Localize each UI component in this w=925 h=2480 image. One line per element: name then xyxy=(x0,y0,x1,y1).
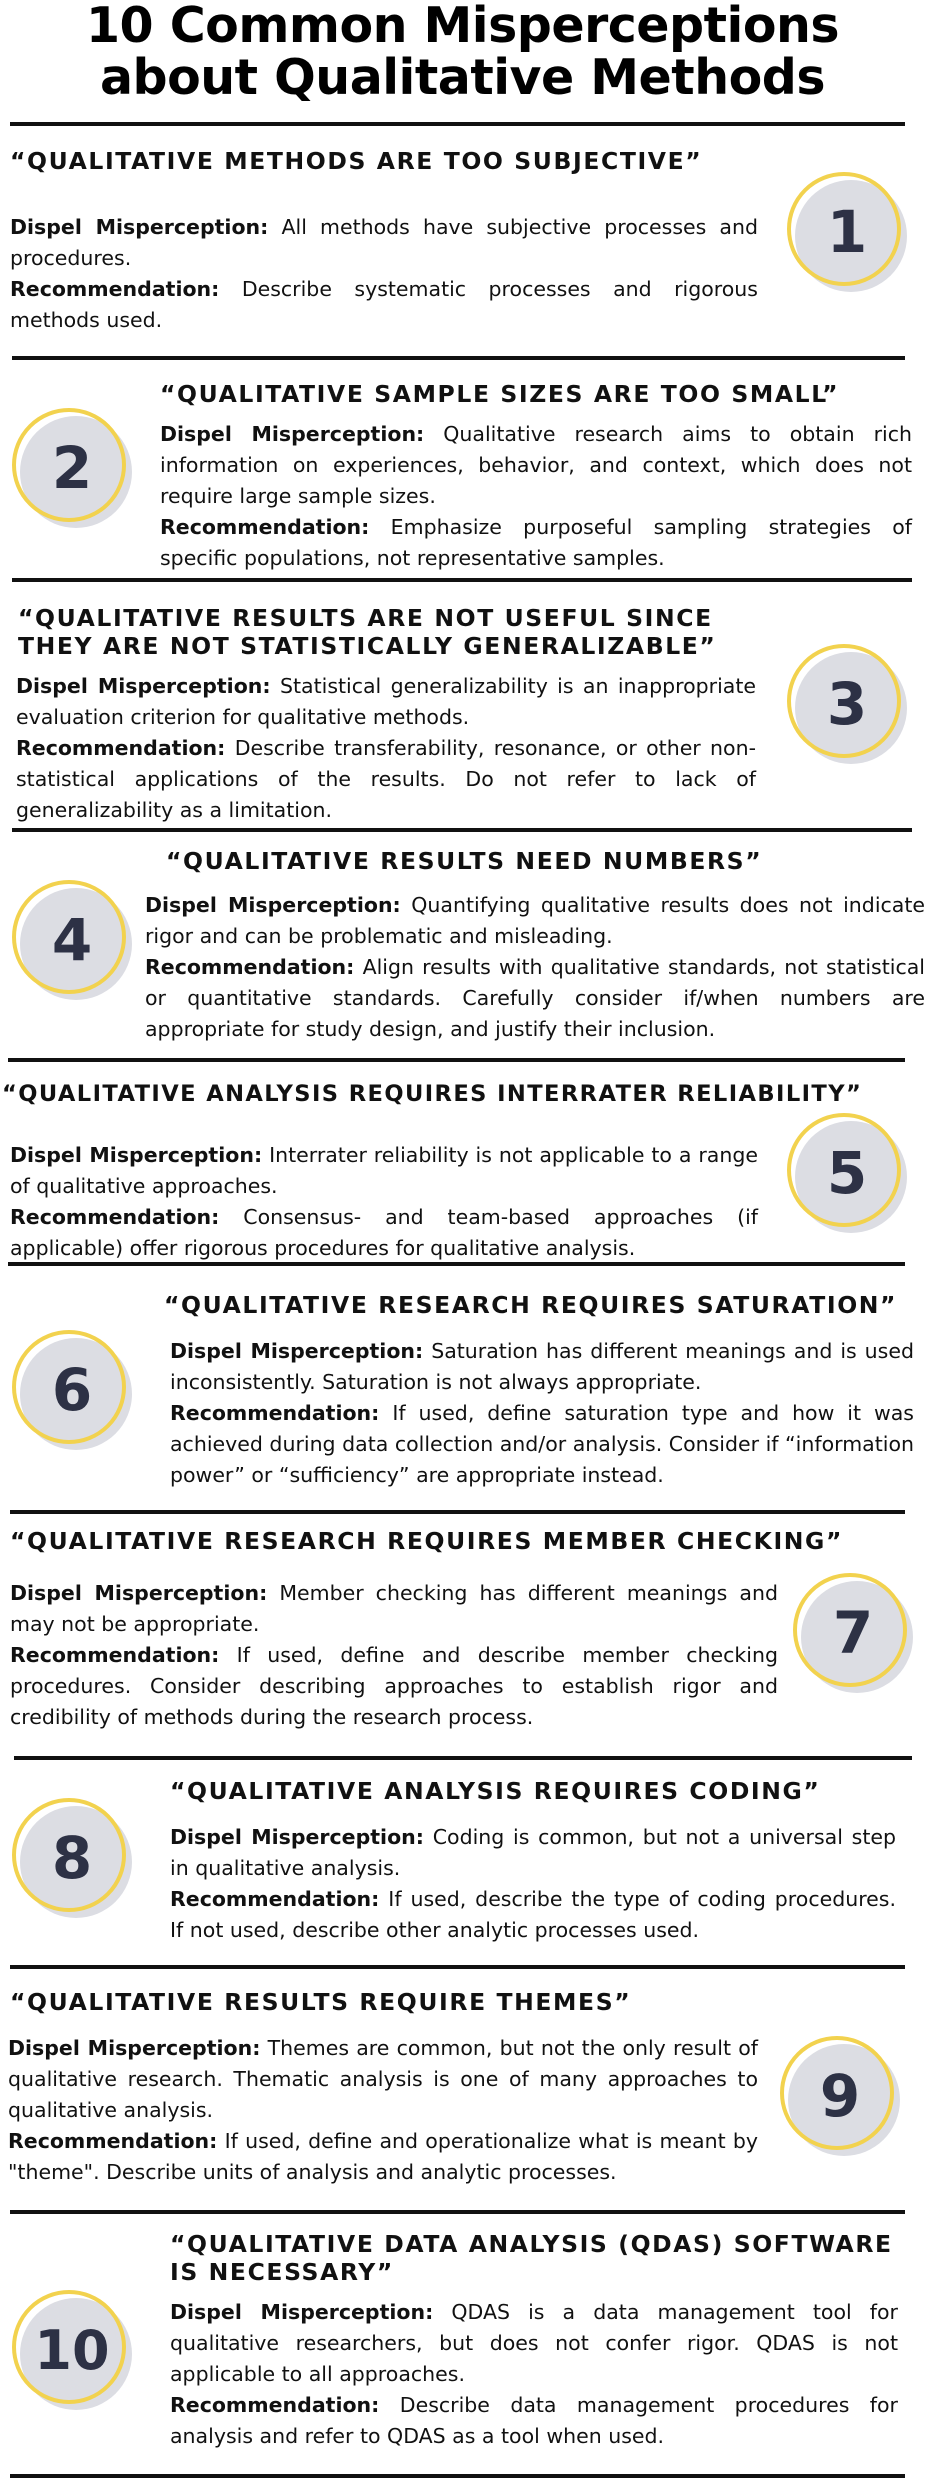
item-4-body xyxy=(145,890,925,1045)
item-9-recommendation: If used, define and operationalize what is meant by "theme". Describe units of analysis and analytic processes. xyxy=(8,2129,758,2184)
divider xyxy=(8,1058,905,1062)
item-10-dispel: QDAS is a data management tool for qualitative researchers, but does not confer rigor. QDAS is not applicable to all approaches. xyxy=(170,2300,898,2386)
item-2-recommendation: Emphasize purposeful sampling strategies of specific populations, not representative samples. xyxy=(160,515,912,570)
item-2-number-badge xyxy=(12,408,132,528)
item-5-heading: “QUALITATIVE ANALYSIS REQUIRES INTERRATER RELIABILITY” xyxy=(2,1081,863,1107)
item-1-heading: “QUALITATIVE METHODS ARE TOO SUBJECTIVE” xyxy=(10,147,703,175)
item-2-body xyxy=(160,419,912,574)
item-3-recommendation: Describe transferability, resonance, or other non-statistical applications of the results. Do not refer to lack of generalizability as a limitation. xyxy=(16,736,756,822)
item-10-heading: “QUALITATIVE DATA ANALYSIS (QDAS) SOFTWARE IS NECESSARY” xyxy=(170,2230,893,2286)
item-6-recommendation: If used, define saturation type and how it was achieved during data collection and/or analysis. Consider if “information power” or “sufficiency” are appropriate instead. xyxy=(170,1401,914,1487)
item-7-number: 7 xyxy=(832,1599,874,1667)
recommendation-label: Recommendation: xyxy=(8,2129,218,2153)
item-4-number-badge xyxy=(12,880,132,1000)
item-6-dispel: Saturation has different meanings and is used inconsistently. Saturation is not always appropriate. xyxy=(170,1339,914,1394)
item-8-heading: “QUALITATIVE ANALYSIS REQUIRES CODING” xyxy=(170,1777,821,1805)
item-9-heading: “QUALITATIVE RESULTS REQUIRE THEMES” xyxy=(10,1988,632,2016)
divider xyxy=(12,578,912,582)
item-1-number: 1 xyxy=(826,198,868,266)
dispel-label: Dispel Misperception: xyxy=(10,1581,268,1605)
item-3-number: 3 xyxy=(826,670,868,738)
item-5-number: 5 xyxy=(826,1139,868,1207)
item-7-number-badge xyxy=(793,1573,913,1693)
item-5-number-badge xyxy=(787,1113,907,1233)
item-4-recommendation: Align results with qualitative standards, not statistical or quantitative standards. Carefully consider if/when numbers are appropriate for study design, and justify their inclusion. xyxy=(145,955,925,1041)
item-1-recommendation: Describe systematic processes and rigorous methods used. xyxy=(10,277,758,332)
item-9-dispel: Themes are common, but not the only result of qualitative research. Thematic analysis is one of many approaches to qualitative analysis. xyxy=(8,2036,758,2122)
item-6-heading: “QUALITATIVE RESEARCH REQUIRES SATURATION” xyxy=(164,1291,898,1319)
dispel-label: Dispel Misperception: xyxy=(10,215,269,239)
dispel-label: Dispel Misperception: xyxy=(170,1825,424,1849)
dispel-label: Dispel Misperception: xyxy=(145,893,401,917)
item-2-dispel: Qualitative research aims to obtain rich information on experiences, behavior, and context, which does not require large sample sizes. xyxy=(160,422,912,508)
item-5-dispel: Interrater reliability is not applicable to a range of qualitative approaches. xyxy=(10,1143,758,1198)
dispel-label: Dispel Misperception: xyxy=(8,2036,261,2060)
item-3-number-badge xyxy=(787,644,907,764)
item-1-body xyxy=(10,212,758,336)
dispel-label: Dispel Misperception: xyxy=(170,2300,434,2324)
item-10-number: 10 xyxy=(34,2318,110,2382)
divider xyxy=(10,122,905,126)
item-3-dispel: Statistical generalizability is an inappropriate evaluation criterion for qualitative methods. xyxy=(16,674,756,729)
item-3-heading: “QUALITATIVE RESULTS ARE NOT USEFUL SINCE THEY ARE NOT STATISTICALLY GENERALIZABLE” xyxy=(18,604,717,660)
dispel-label: Dispel Misperception: xyxy=(170,1339,424,1363)
dispel-label: Dispel Misperception: xyxy=(16,674,271,698)
item-7-recommendation: If used, define and describe member checking procedures. Consider describing approaches to establish rigor and credibility of methods during the research process. xyxy=(10,1643,778,1729)
divider xyxy=(10,2474,905,2478)
item-9-number: 9 xyxy=(819,2062,861,2130)
item-7-heading: “QUALITATIVE RESEARCH REQUIRES MEMBER CHECKING” xyxy=(10,1527,843,1555)
item-2-heading: “QUALITATIVE SAMPLE SIZES ARE TOO SMALL” xyxy=(160,380,840,408)
item-8-number: 8 xyxy=(51,1824,93,1892)
divider xyxy=(10,2210,905,2214)
item-9-number-badge xyxy=(780,2036,900,2156)
title-line-2: about Qualitative Methods xyxy=(99,49,825,106)
item-1-number-badge xyxy=(787,172,907,292)
item-4-heading: “QUALITATIVE RESULTS NEED NUMBERS” xyxy=(166,847,763,875)
item-8-dispel: Coding is common, but not a universal step in qualitative analysis. xyxy=(170,1825,896,1880)
page-title xyxy=(0,0,925,104)
item-10-recommendation: Describe data management procedures for analysis and refer to QDAS as a tool when used. xyxy=(170,2393,898,2448)
item-6-number-badge xyxy=(12,1330,132,1450)
item-8-recommendation: If used, describe the type of coding procedures. If not used, describe other analytic processes used. xyxy=(170,1887,896,1942)
recommendation-label: Recommendation: xyxy=(10,1205,220,1229)
divider xyxy=(12,828,912,832)
divider xyxy=(10,1965,905,1969)
item-8-body xyxy=(170,1822,896,1946)
recommendation-label: Recommendation: xyxy=(145,955,355,979)
item-5-body xyxy=(10,1140,758,1264)
item-7-dispel: Member checking has different meanings and may not be appropriate. xyxy=(10,1581,778,1636)
recommendation-label: Recommendation: xyxy=(170,1401,380,1425)
item-2-number: 2 xyxy=(51,434,93,502)
recommendation-label: Recommendation: xyxy=(10,277,220,301)
item-10-body xyxy=(170,2297,898,2452)
recommendation-label: Recommendation: xyxy=(10,1643,220,1667)
item-4-dispel: Quantifying qualitative results does not indicate rigor and can be problematic and misleading. xyxy=(145,893,925,948)
divider xyxy=(12,356,905,360)
item-4-number: 4 xyxy=(51,906,93,974)
dispel-label: Dispel Misperception: xyxy=(160,422,425,446)
item-10-number-badge xyxy=(12,2290,132,2410)
recommendation-label: Recommendation: xyxy=(170,2393,380,2417)
item-6-body xyxy=(170,1336,914,1491)
item-3-body xyxy=(16,671,756,826)
item-6-number: 6 xyxy=(51,1356,93,1424)
item-5-recommendation: Consensus- and team-based approaches (if applicable) offer rigorous procedures for qualitative analysis. xyxy=(10,1205,758,1260)
title-line-1: 10 Common Misperceptions xyxy=(85,0,840,54)
item-9-body xyxy=(8,2033,758,2188)
item-7-body xyxy=(10,1578,778,1733)
item-8-number-badge xyxy=(12,1798,132,1918)
item-1-dispel: All methods have subjective processes and procedures. xyxy=(10,215,758,270)
recommendation-label: Recommendation: xyxy=(170,1887,380,1911)
recommendation-label: Recommendation: xyxy=(16,736,226,760)
recommendation-label: Recommendation: xyxy=(160,515,370,539)
dispel-label: Dispel Misperception: xyxy=(10,1143,263,1167)
divider xyxy=(14,1756,912,1760)
divider xyxy=(10,1510,905,1514)
